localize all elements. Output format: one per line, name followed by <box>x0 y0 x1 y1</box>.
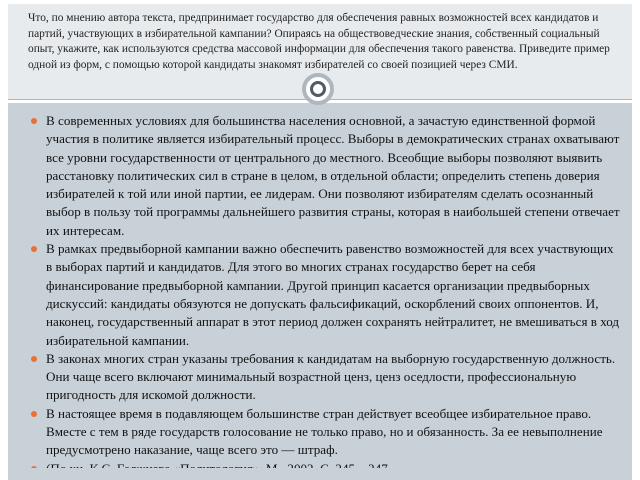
ring-icon <box>302 73 334 105</box>
slide-body <box>8 103 632 468</box>
bullet-item <box>30 112 620 240</box>
bullet-item <box>30 240 620 350</box>
bullet-dot-icon <box>31 118 37 124</box>
bullet-text: В современных условиях для большинства населения основной, а зачастую единственной формой участия в политике является избирательный процесс. Выборы в демократических странах охватывают все уровни государственности от центрального до местного. Всеобщие выборы позволяют выявить расстановку политических сил в стране в целом, в отдельной области; определить степень доверия избирателей к той или иной партии, ее лидерам. Они позволяют избирателям сделать осознанный выбор в пользу той программы дальнейшего развития страны, которая в наибольшей степени отвечает их интересам. <box>46 113 620 238</box>
bullet-item <box>30 405 620 460</box>
bullet-text: В законах многих стран указаны требования к кандидатам на выборную государственную должность. Они чаще всего включают минимальный возрастной ценз, ценз оседлости, профессиональную пригодность для искомой должности. <box>46 350 616 403</box>
bullet-item <box>30 350 620 405</box>
slide <box>8 4 632 468</box>
bullet-text: В рамках предвыборной кампании важно обеспечить равенство возможностей для всех участвующих в выборах партий и кандидатов. Для этого во многих странах государство берет на себя финансирование предвыборной кампании. Другой принцип касается организации предвыборных дискуссий: кандидаты обязуются не допускать фальсификаций, оскорблений своих оппонентов. И, наконец, государственный аппарат в этот период должен сохранять нейтралитет, не вмешиваться в ход избирательной кампании. <box>46 241 620 348</box>
bottom-bar <box>8 468 632 480</box>
bullet-text: В настоящее время в подавляющем большинстве стран действует всеобщее избирательное право. Вместе с тем в ряде государств голосование не только право, но и обязанность. За ее невыполнение предусмотрено наказание, чаще всего это — штраф. <box>46 405 603 458</box>
bullet-dot-icon <box>31 411 37 417</box>
bullet-list <box>30 112 620 478</box>
bullet-dot-icon <box>31 356 37 362</box>
bullet-dot-icon <box>31 246 37 252</box>
question-text: Что, по мнению автора текста, предпринимает государство для обеспечения равных возможностей всех кандидатов и партий, участвующих в избирательной кампании? Опираясь на обществоведческие знания, собственный социальный опыт, укажите, как используются средства массовой информации для обеспечения такого равенства. Приведите пример одной из форм, с помощью которой кандидаты знакомят избирателей со своей позицией через СМИ. <box>28 12 610 71</box>
